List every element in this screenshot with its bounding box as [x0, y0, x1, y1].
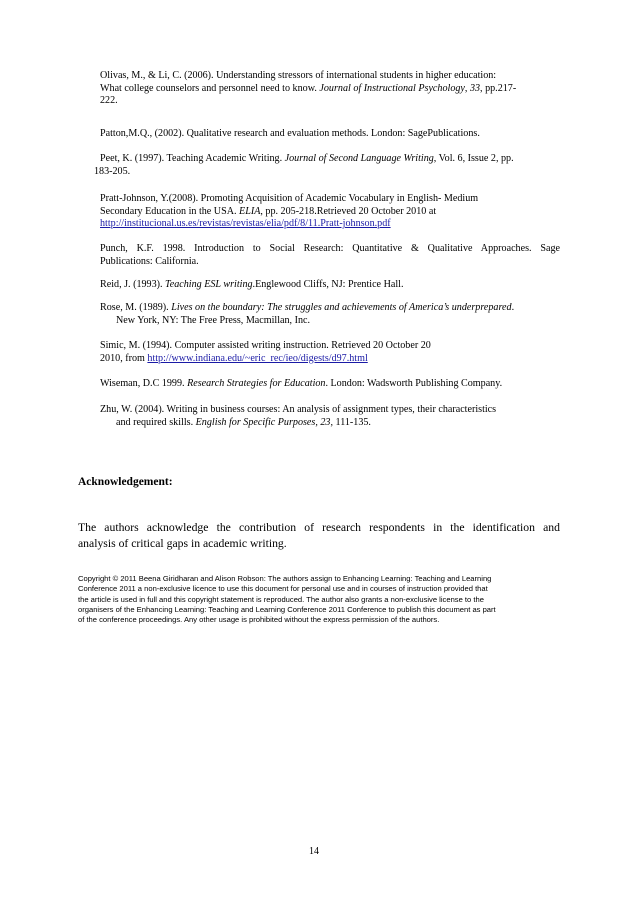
reference-text: Publications: California. [100, 255, 199, 267]
reference-line [100, 206, 560, 219]
reference-link[interactable]: http://www.indiana.edu/~eric_rec/ieo/digests/d97.html [147, 352, 368, 364]
reference-line [100, 353, 560, 366]
reference-text: , pp.217- [480, 82, 517, 94]
reference-text: and required skills. [116, 416, 196, 428]
reference-italic-text: Lives on the boundary: The struggles and achievements of America’s underprepared [171, 302, 512, 313]
reference-line [100, 279, 560, 292]
acknowledgement-line: The authors acknowledge the contribution of research respondents in the identification and [78, 521, 560, 534]
copyright-line: Conference 2011 a non-exclusive licence to use this document for personal use and in courses of instruction provided that [78, 584, 488, 594]
reference-text: 183-205. [94, 165, 131, 177]
reference-entry [100, 193, 560, 231]
reference-text: Pratt-Johnson, Y.(2008). Promoting Acquisition of Academic Vocabulary in English- Medium [100, 193, 479, 204]
reference-entry [100, 302, 560, 327]
reference-text: , Vol. 6, Issue 2, pp. [433, 153, 514, 164]
reference-line [94, 166, 560, 179]
acknowledgement-line: analysis of critical gaps in academic writing. [78, 536, 287, 550]
page-number: 14 [309, 846, 319, 857]
reference-text: Punch, K.F. 1998. Introduction to Social Research: Quantitative & Qualitative Approaches. Sage [100, 243, 560, 254]
reference-italic-text: Journal of Second Language Writing [284, 153, 434, 164]
reference-italic-text: English for Specific Purposes, 23, [195, 416, 333, 428]
reference-text: 111-135. [333, 416, 371, 428]
reference-italic-text: ELIA [239, 205, 261, 217]
reference-entry [100, 243, 560, 268]
reference-line [100, 218, 560, 231]
reference-line [100, 340, 560, 353]
reference-line [100, 302, 560, 315]
reference-entry [94, 153, 560, 178]
reference-text: .Englewood Cliffs, NJ: Prentice Hall. [252, 279, 404, 290]
reference-entry [100, 70, 560, 108]
reference-line [100, 404, 560, 417]
reference-text: Patton,M.Q., (2002). Qualitative research and evaluation methods. London: SagePublications. [100, 128, 480, 139]
reference-text: Zhu, W. (2004). Writing in business courses: An analysis of assignment types, their characteristics [100, 404, 497, 415]
reference-line [100, 243, 560, 256]
reference-entry [100, 128, 560, 141]
reference-entry [100, 340, 560, 365]
reference-text: . London: Wadsworth Publishing Company. [325, 378, 503, 389]
reference-line [100, 378, 560, 391]
reference-line [100, 70, 560, 83]
copyright-line: organisers of the Enhancing Learning: Teaching and Learning Conference 2011 Conference to publish this document as part [78, 604, 496, 614]
reference-text: 222. [100, 95, 118, 107]
copyright-notice [78, 574, 560, 625]
reference-text: , [464, 82, 470, 94]
reference-text: Peet, K. (1997). Teaching Academic Writing. [100, 153, 285, 164]
reference-line [100, 256, 560, 269]
reference-line [100, 95, 560, 108]
reference-text: Olivas, M., & Li, C. (2006). Understanding stressors of international students in higher education: [100, 70, 497, 81]
copyright-line: the article is used in full and this copyright statement is reproduced. The author also grants a non-exclusive license to the [78, 594, 484, 604]
reference-entry [100, 378, 560, 391]
reference-text: . [511, 302, 515, 313]
reference-italic-text: Research Strategies for Education [187, 378, 326, 389]
reference-text: Rose, M. (1989). [100, 302, 172, 313]
reference-line [100, 83, 560, 96]
reference-text: Wiseman, D.C 1999. [100, 378, 188, 389]
reference-line [100, 315, 560, 328]
reference-text: Simic, M. (1994). Computer assisted writing instruction. Retrieved 20 October 20 [100, 340, 431, 351]
reference-line [100, 128, 560, 141]
reference-italic-text: 33 [469, 82, 481, 94]
copyright-line: Copyright © 2011 Beena Giridharan and Alison Robson: The authors assign to Enhancing Learning: Teaching and Learning [78, 574, 492, 583]
reference-text: Reid, J. (1993). [100, 279, 166, 290]
reference-text: 2010, from [100, 352, 148, 364]
acknowledgement-paragraph [78, 520, 560, 551]
reference-entry [100, 279, 560, 292]
reference-line [100, 193, 560, 206]
reference-italic-text: Teaching ESL writing [165, 279, 253, 290]
reference-line [100, 417, 560, 430]
acknowledgement-heading: Acknowledgement: [78, 476, 173, 488]
reference-italic-text: Journal of Instructional Psychology [319, 82, 465, 94]
reference-text: , pp. 205-218.Retrieved 20 October 2010 at [260, 205, 437, 217]
reference-text: What college counselors and personnel need to know. [100, 82, 320, 94]
reference-text: Secondary Education in the USA. [100, 205, 240, 217]
reference-entry [100, 404, 560, 429]
reference-text: New York, NY: The Free Press, Macmillan, Inc. [116, 314, 311, 326]
reference-line [100, 153, 560, 166]
reference-link[interactable]: http://institucional.us.es/revistas/revistas/elia/pdf/8/11.Pratt-johnson.pdf [100, 218, 391, 230]
copyright-line: of the conference proceedings. Any other usage is prohibited without the express permission of the authors. [78, 615, 440, 625]
